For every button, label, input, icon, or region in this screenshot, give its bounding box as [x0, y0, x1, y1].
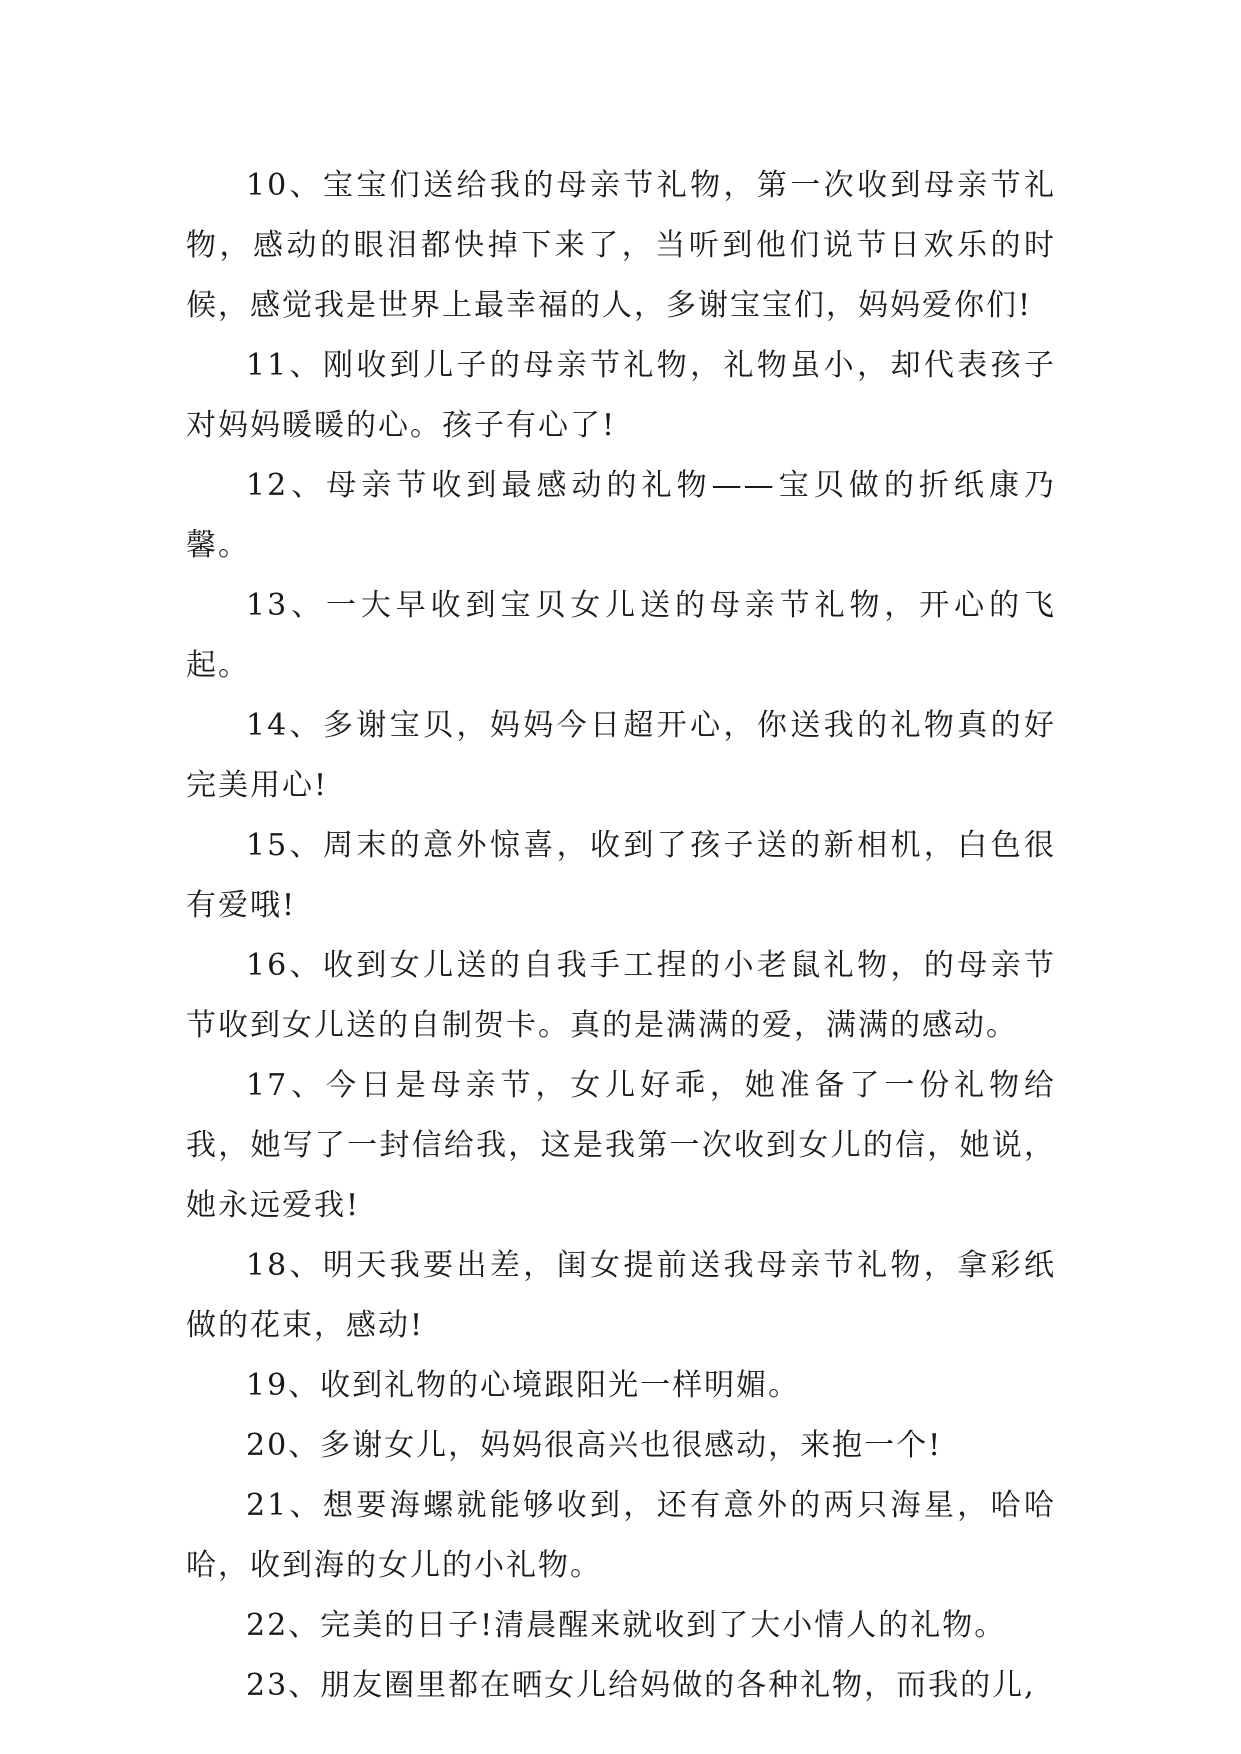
paragraph-14: 14、多谢宝贝，妈妈今日超开心，你送我的礼物真的好完美用心! [186, 708, 1056, 803]
paragraph-11: 11、刚收到儿子的母亲节礼物，礼物虽小，却代表孩子对妈妈暖暖的心。孩子有心了! [186, 348, 1056, 443]
document-body [186, 156, 1056, 1716]
paragraph-23: 23、朋友圈里都在晒女儿给妈做的各种礼物，而我的儿, [246, 1668, 1036, 1703]
paragraph-12: 12、母亲节收到最感动的礼物——宝贝做的折纸康乃馨。 [186, 468, 1056, 563]
paragraph-21: 21、想要海螺就能够收到，还有意外的两只海星，哈哈哈，收到海的女儿的小礼物。 [186, 1488, 1056, 1583]
paragraph-19: 19、收到礼物的心境跟阳光一样明媚。 [246, 1368, 801, 1403]
paragraph-15: 15、周末的意外惊喜，收到了孩子送的新相机，白色很有爱哦! [186, 828, 1056, 923]
paragraph-13: 13、一大早收到宝贝女儿送的母亲节礼物，开心的飞起。 [186, 588, 1056, 683]
paragraph-16: 16、收到女儿送的自我手工捏的小老鼠礼物，的母亲节节收到女儿送的自制贺卡。真的是满满的爱，满满的感动。 [186, 948, 1056, 1043]
paragraph-17: 17、今日是母亲节，女儿好乖，她准备了一份礼物给我，她写了一封信给我，这是我第一次收到女儿的信，她说，她永远爱我! [186, 1068, 1056, 1223]
paragraph-20: 20、多谢女儿，妈妈很高兴也很感动，来抱一个! [246, 1428, 943, 1463]
paragraph-10: 10、宝宝们送给我的母亲节礼物，第一次收到母亲节礼物，感动的眼泪都快掉下来了，当听到他们说节日欢乐的时候，感觉我是世界上最幸福的人，多谢宝宝们，妈妈爱你们! [186, 168, 1056, 323]
paragraph-18: 18、明天我要出差，闺女提前送我母亲节礼物，拿彩纸做的花束，感动! [186, 1248, 1056, 1343]
paragraph-22: 22、完美的日子!清晨醒来就收到了大小情人的礼物。 [246, 1608, 1007, 1643]
